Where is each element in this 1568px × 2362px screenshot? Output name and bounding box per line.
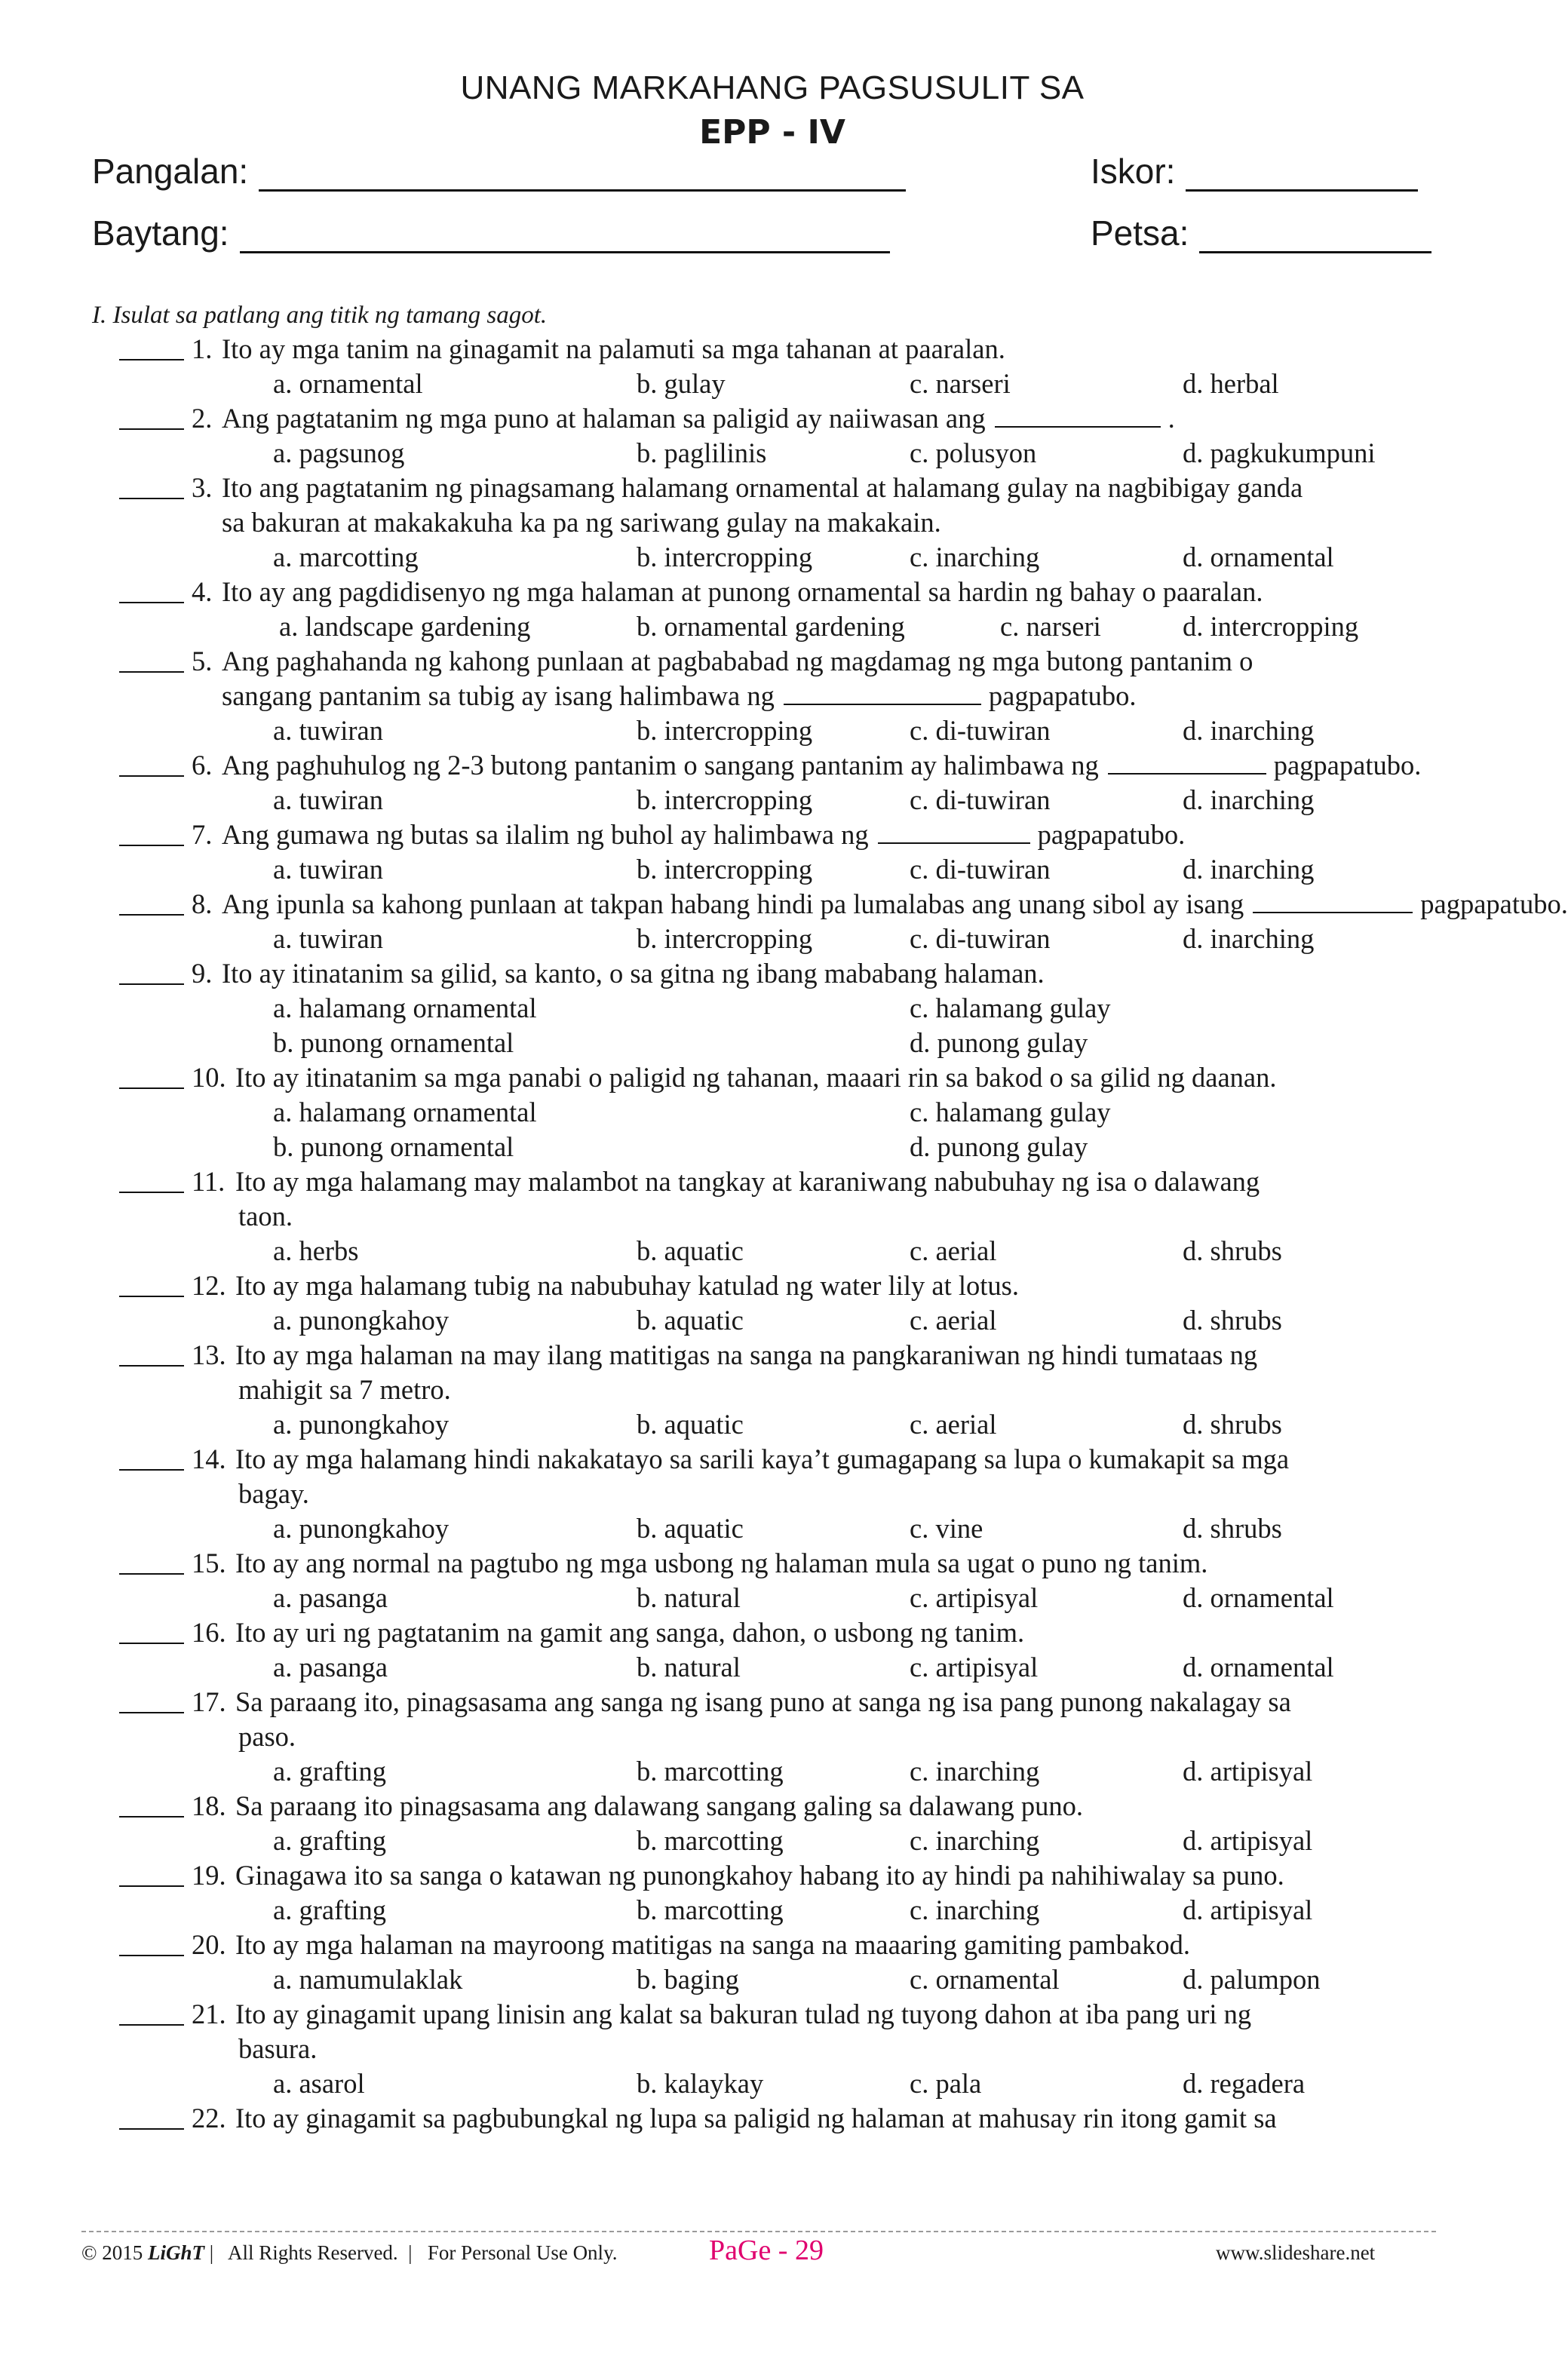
question-number: 1. [192,333,213,364]
question-item [0,2101,1545,2136]
answer-option: a. pasanga [273,1652,388,1683]
question-number: 17. [192,1686,226,1717]
rights-text: | All Rights Reserved. | For Personal Use Only. [209,2241,618,2264]
answer-option: b. intercropping [637,854,813,885]
answer-blank[interactable] [119,359,184,360]
answer-option: c. halamang gulay [910,1097,1111,1127]
options-row [0,713,1545,748]
answer-option: c. ornamental [910,1964,1060,1995]
question-item [0,1997,1545,2032]
question-text: . [1168,403,1175,434]
question-text-line [222,401,1175,436]
answer-option: a. punongkahoy [273,1513,450,1544]
question-text: Ang gumawa ng butas sa ilalim ng buhol ay halimbawa ng [222,819,869,850]
answer-blank[interactable] [119,1643,184,1644]
question-text: pagpapatubo. [1420,888,1568,919]
question-text: Ito ay mga halaman na mayroong matitigas na sanga na maaaring gamiting pambakod. [235,1929,1190,1960]
fill-in-blank [1108,750,1266,775]
question-text: Ito ay mga halamang may malambot na tangkay at karaniwang nabubuhay ng isa o dalawang [235,1166,1260,1197]
options-row [0,1754,1545,1789]
answer-blank[interactable] [119,1573,184,1575]
question-continuation [0,505,1545,540]
answer-option: a. grafting [273,1894,386,1925]
answer-option: c. aerial [910,1409,997,1440]
answer-blank[interactable] [119,1296,184,1297]
answer-option: a. asarol [273,2068,365,2099]
question-text: Ito ay mga halamang tubig na nabubuhay katulad ng water lily at lotus. [235,1270,1019,1301]
answer-blank[interactable] [119,671,184,673]
options-row [0,436,1545,471]
answer-option: d. shrubs [1183,1305,1282,1336]
options-row [0,991,1545,1026]
question-number: 18. [192,1790,226,1821]
answer-blank[interactable] [119,914,184,916]
answer-option: a. grafting [273,1756,386,1787]
question-text: Sa paraang ito pinagsasama ang dalawang sangang galing sa dalawang puno. [235,1790,1084,1821]
question-text-line [222,748,1421,783]
question-text: paso. [238,1721,296,1752]
question-text: Ito ay ginagamit sa pagbubungkal ng lupa sa paligid ng halaman at mahusay rin itong gamit sa [235,2103,1277,2133]
exam-title: UNANG MARKAHANG PAGSUSULIT SA [460,69,1085,106]
question-number: 19. [192,1860,226,1891]
question-text: Ginagawa ito sa sanga o katawan ng punongkahoy habang ito ay hindi pa nahihiwalay sa puno. [235,1860,1284,1891]
answer-option: c. pala [910,2068,982,2099]
answer-option: a. landscape gardening [279,611,531,642]
question-text: Ang paghuhulog ng 2-3 butong pantanim o sangang pantanim ay halimbawa ng [222,750,1099,781]
options-row [0,1962,1545,1997]
answer-option: c. artipisyal [910,1582,1039,1613]
question-item [0,1060,1545,1095]
answer-option: d. artipisyal [1183,1825,1313,1856]
question-item [0,1789,1545,1824]
answer-blank[interactable] [119,602,184,603]
question-text: Ito ay ang normal na pagtubo ng mga usbong ng halaman mula sa ugat o puno ng tanim. [235,1548,1208,1578]
answer-option: c. polusyon [910,437,1037,468]
question-continuation [0,1719,1545,1754]
name-blank [259,159,906,192]
answer-option: c. vine [910,1513,983,1544]
answer-blank[interactable] [119,983,184,985]
answer-option: d. pagkukumpuni [1183,437,1376,468]
question-number: 16. [192,1617,226,1648]
answer-option: c. inarching [910,1894,1040,1925]
question-text: pagpapatubo. [1037,819,1186,850]
question-number: 22. [192,2103,226,2133]
answer-option: a. herbs [273,1235,359,1266]
answer-blank[interactable] [119,2024,184,2026]
question-continuation [0,1477,1545,1511]
question-text: Ito ay mga halamang hindi nakakatayo sa sarili kaya’t gumagapang sa lupa o kumakapit sa mga [235,1443,1290,1474]
answer-option: a. tuwiran [273,715,383,746]
answer-option: b. ornamental gardening [637,611,905,642]
question-number: 12. [192,1270,226,1301]
options-row [0,1234,1545,1268]
name-label: Pangalan: [92,152,249,191]
answer-option: b. natural [637,1652,741,1683]
question-item [0,887,1568,922]
options-row [0,783,1545,817]
question-text: sa bakuran at makakakuha ka pa ng sariwang gulay na makakain. [222,507,941,538]
answer-option: a. grafting [273,1825,386,1856]
instruction-text: I. Isulat sa patlang ang titik ng tamang sagot. [92,302,548,329]
question-text: Ito ay mga tanim na ginagamit na palamuti sa mga tahanan at paaralan. [222,333,1005,364]
answer-option: b. marcotting [637,1756,784,1787]
answer-option: d. inarching [1183,784,1315,815]
options-row [0,852,1545,887]
answer-option: c. narseri [1000,611,1101,642]
question-item [0,332,1545,367]
answer-option: d. ornamental [1183,541,1334,572]
answer-option: c. aerial [910,1305,997,1336]
answer-option: d. inarching [1183,715,1315,746]
question-item [0,1338,1545,1373]
answer-option: c. halamang gulay [910,992,1111,1023]
question-text: bagay. [238,1478,309,1509]
question-list [0,332,1568,2136]
question-text: Ito ay uri ng pagtatanim na gamit ang sanga, dahon, o usbong ng tanim. [235,1617,1025,1648]
score-label: Iskor: [1091,152,1176,191]
question-item [0,1685,1545,1719]
options-row [0,1026,1545,1060]
fill-in-blank [878,820,1030,844]
options-row [0,922,1545,956]
question-number: 5. [192,646,213,676]
question-number: 3. [192,472,213,503]
answer-blank[interactable] [119,1712,184,1713]
question-item [0,1268,1545,1303]
question-text: Ang ipunla sa kahong punlaan at takpan habang hindi pa lumalabas ang unang sibol ay isang [222,888,1244,919]
answer-option: b. punong ornamental [273,1131,514,1162]
question-number: 9. [192,958,213,989]
answer-blank[interactable] [119,2128,184,2130]
answer-option: c. di-tuwiran [910,854,1051,885]
options-row [0,1303,1545,1338]
answer-option: d. punong gulay [910,1027,1088,1058]
question-item [0,1615,1545,1650]
answer-option: b. intercropping [637,923,813,954]
answer-option: d. artipisyal [1183,1756,1313,1787]
fill-in-blank [1253,889,1413,913]
answer-option: d. inarching [1183,854,1315,885]
answer-option: d. ornamental [1183,1652,1334,1683]
fill-in-blank [995,403,1161,428]
question-number: 11. [192,1166,226,1197]
answer-blank[interactable] [119,1469,184,1471]
answer-option: d. inarching [1183,923,1315,954]
question-item [0,748,1545,783]
options-row [0,2066,1545,2101]
options-row [0,1511,1545,1546]
answer-option: d. artipisyal [1183,1894,1313,1925]
answer-option: a. pagsunog [273,437,405,468]
answer-option: b. aquatic [637,1305,744,1336]
footer-divider [81,2231,1436,2232]
fill-in-blank [784,681,981,705]
answer-option: c. aerial [910,1235,997,1266]
question-text: Ang paghahanda ng kahong punlaan at pagbababad ng magdamag ng mga butong pantanim o [222,646,1253,676]
options-row [0,540,1545,575]
question-text: mahigit sa 7 metro. [238,1374,451,1405]
question-number: 15. [192,1548,226,1578]
grade-field [92,213,890,253]
answer-option: c. artipisyal [910,1652,1039,1683]
question-number: 14. [192,1443,226,1474]
options-row [0,609,1545,644]
options-row [0,1407,1545,1442]
question-number: 13. [192,1339,226,1370]
answer-option: d. regadera [1183,2068,1306,2099]
answer-option: a. punongkahoy [273,1305,450,1336]
question-text-line [222,817,1185,852]
answer-blank[interactable] [119,1365,184,1367]
question-text: pagpapatubo. [988,680,1137,711]
question-text: Ito ay itinatanim sa gilid, sa kanto, o sa gitna ng ibang mababang halaman. [222,958,1045,989]
question-number: 6. [192,750,213,781]
question-item [0,1442,1545,1477]
question-text: pagpapatubo. [1273,750,1422,781]
answer-blank[interactable] [119,1955,184,1956]
answer-option: b. aquatic [637,1513,744,1544]
question-item [0,1928,1545,1962]
answer-option: c. narseri [910,368,1011,399]
question-continuation [0,1199,1545,1234]
answer-option: c. inarching [910,1756,1040,1787]
question-text: Sa paraang ito, pinagsasama ang sanga ng isang puno at sanga ng isa pang punong nakalagay sa [235,1686,1291,1717]
answer-option: a. marcotting [273,541,419,572]
answer-option: a. ornamental [273,368,423,399]
grade-label: Baytang: [92,213,229,253]
question-item [0,471,1545,505]
answer-option: b. intercropping [637,715,813,746]
score-blank [1186,159,1418,192]
answer-option: a. pasanga [273,1582,388,1613]
answer-option: a. tuwiran [273,923,383,954]
question-continuation [0,2032,1545,2066]
answer-option: d. shrubs [1183,1513,1282,1544]
question-text: Ito ay ang pagdidisenyo ng mga halaman at punong ornamental sa hardin ng bahay o paaralan. [222,576,1263,607]
answer-blank[interactable] [119,845,184,846]
question-continuation [0,679,1545,713]
date-field [1091,213,1431,253]
options-row [0,367,1545,401]
question-number: 2. [192,403,213,434]
answer-blank[interactable] [119,498,184,499]
question-text: taon. [238,1201,293,1232]
question-item [0,1858,1545,1893]
options-row [0,1095,1545,1130]
answer-option: c. di-tuwiran [910,784,1051,815]
answer-option: b. gulay [637,368,726,399]
answer-option: b. intercropping [637,541,813,572]
question-number: 7. [192,819,213,850]
options-row [0,1581,1545,1615]
options-row [0,1130,1545,1164]
question-text: sangang pantanim sa tubig ay isang halimbawa ng [222,680,775,711]
score-field [1091,151,1418,192]
question-item [0,401,1545,436]
exam-subject: EPP - IV [699,113,845,152]
answer-option: c. di-tuwiran [910,715,1051,746]
question-number: 21. [192,1998,226,2029]
footer-copyright [81,2241,618,2265]
question-text: basura. [238,2033,318,2064]
answer-option: b. aquatic [637,1409,744,1440]
answer-blank[interactable] [119,775,184,777]
question-number: 20. [192,1929,226,1960]
question-number: 8. [192,888,213,919]
question-text-line [222,887,1568,922]
answer-option: a. halamang ornamental [273,992,537,1023]
answer-option: b. intercropping [637,784,813,815]
question-text: Ito ay itinatanim sa mga panabi o paligid ng tahanan, maaari rin sa bakod o sa gilid ng daanan. [235,1062,1277,1093]
question-text: Ang pagtatanim ng mga puno at halaman sa paligid ay naiiwasan ang [222,403,986,434]
question-item [0,644,1545,679]
answer-blank[interactable] [119,1816,184,1818]
answer-option: c. inarching [910,541,1040,572]
name-field [92,151,906,192]
answer-blank[interactable] [119,428,184,430]
answer-option: d. herbal [1183,368,1279,399]
answer-option: b. paglilinis [637,437,767,468]
answer-option: a. halamang ornamental [273,1097,537,1127]
question-number: 10. [192,1062,226,1093]
page-number: PaGe - 29 [709,2235,824,2266]
answer-option: a. tuwiran [273,854,383,885]
answer-option: d. punong gulay [910,1131,1088,1162]
answer-option: a. punongkahoy [273,1409,450,1440]
question-text: Ito ang pagtatanim ng pinagsamang halamang ornamental at halamang gulay na nagbibigay ganda [222,472,1303,503]
answer-option: c. inarching [910,1825,1040,1856]
copyright-text: © 2015 [81,2241,143,2264]
answer-option: a. namumulaklak [273,1964,463,1995]
question-item [0,1546,1545,1581]
options-row [0,1893,1545,1928]
question-text: Ito ay mga halaman na may ilang matitigas na sanga na pangkaraniwan ng hindi tumataas ng [235,1339,1258,1370]
answer-option: b. marcotting [637,1825,784,1856]
question-item [0,817,1545,852]
answer-option: c. di-tuwiran [910,923,1051,954]
answer-option: b. natural [637,1582,741,1613]
question-item [0,1164,1545,1199]
question-item [0,956,1545,991]
brand-name: LiGhT [148,2241,205,2264]
answer-option: b. kalaykay [637,2068,764,2099]
answer-blank[interactable] [119,1087,184,1089]
answer-option: d. shrubs [1183,1409,1282,1440]
options-row [0,1824,1545,1858]
question-item [0,575,1545,609]
date-blank [1199,221,1431,253]
answer-blank[interactable] [119,1885,184,1887]
answer-option: d. intercropping [1183,611,1359,642]
options-row [0,1650,1545,1685]
question-text: Ito ay ginagamit upang linisin ang kalat sa bakuran tulad ng tuyong dahon at iba pang uri ng [235,1998,1252,2029]
answer-option: b. aquatic [637,1235,744,1266]
answer-option: d. ornamental [1183,1582,1334,1613]
date-label: Petsa: [1091,213,1189,253]
question-continuation [0,1373,1545,1407]
answer-option: a. tuwiran [273,784,383,815]
footer-site: www.slideshare.net [1216,2241,1376,2264]
answer-option: d. shrubs [1183,1235,1282,1266]
question-number: 4. [192,576,213,607]
answer-option: d. palumpon [1183,1964,1321,1995]
answer-blank[interactable] [119,1192,184,1193]
answer-option: b. marcotting [637,1894,784,1925]
grade-blank [240,221,890,253]
answer-option: b. punong ornamental [273,1027,514,1058]
question-text-line [222,679,1137,713]
answer-option: b. baging [637,1964,739,1995]
